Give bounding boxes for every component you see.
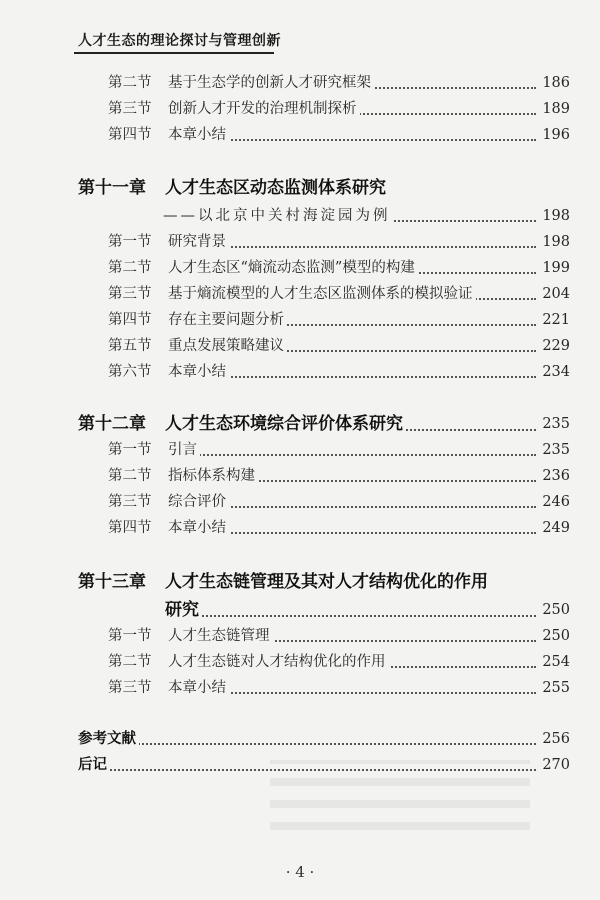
page-number: 255 <box>538 675 570 701</box>
folio-page-number: · 4 · <box>285 863 315 881</box>
section-title: 引言 <box>168 437 200 463</box>
back-matter-title: 参考文献 <box>78 726 139 752</box>
page-number: 199 <box>538 255 570 281</box>
toc-entry[interactable] <box>0 70 600 96</box>
toc-entry[interactable] <box>0 255 600 281</box>
chapter-heading[interactable] <box>0 567 600 597</box>
section-number: 第三节 <box>108 101 152 117</box>
section-number: 第三节 <box>108 494 152 510</box>
section-title: 创新人才开发的治理机制探析 <box>168 96 360 122</box>
chapter-subtitle: ——以北京中关村海淀园为例 <box>163 203 394 229</box>
section-number: 第五节 <box>108 338 152 354</box>
toc-entry[interactable] <box>0 229 600 255</box>
page-number: 256 <box>538 726 570 752</box>
page-number: 189 <box>538 96 570 122</box>
page-number: 204 <box>538 281 570 307</box>
section-title: 人才生态链管理 <box>168 623 273 649</box>
page-number: 198 <box>538 229 570 255</box>
chapter-title: 人才生态链管理及其对人才结构优化的作用 <box>165 567 491 597</box>
page-number: 186 <box>538 70 570 96</box>
section-number: 第一节 <box>108 234 152 250</box>
chapter-heading[interactable] <box>0 173 600 203</box>
section-number: 第二节 <box>108 260 152 276</box>
toc-entry[interactable] <box>0 649 600 675</box>
section-title: 基于熵流模型的人才生态区监测体系的模拟验证 <box>168 281 476 307</box>
toc-entry[interactable] <box>0 675 600 701</box>
page-number: 270 <box>538 752 570 778</box>
toc-entry[interactable] <box>0 437 600 463</box>
page-number: 249 <box>538 515 570 541</box>
section-title: 人才生态链对人才结构优化的作用 <box>168 649 389 675</box>
section-title: 本章小结 <box>168 359 229 385</box>
section-number: 第四节 <box>108 520 152 536</box>
section-number: 第四节 <box>108 312 152 328</box>
section-number: 第三节 <box>108 286 152 302</box>
chapter-number: 第十一章 <box>78 178 146 198</box>
toc-entry[interactable] <box>0 333 600 359</box>
toc-entry-references[interactable] <box>0 726 600 752</box>
dot-leader <box>168 454 536 456</box>
section-number: 第六节 <box>108 364 152 380</box>
chapter-title-continued: 研究 <box>165 595 202 625</box>
section-number: 第二节 <box>108 654 152 670</box>
toc-entry[interactable] <box>0 623 600 649</box>
chapter-number: 第十二章 <box>78 414 146 434</box>
dot-leader <box>165 615 536 617</box>
toc-entry[interactable] <box>0 489 600 515</box>
toc-entry[interactable] <box>0 122 600 148</box>
chapter-subtitle-entry[interactable] <box>0 203 600 229</box>
section-number: 第二节 <box>108 468 152 484</box>
back-matter-title: 后记 <box>78 752 110 778</box>
section-title: 人才生态区“熵流动态监测”模型的构建 <box>168 255 418 281</box>
dot-leader <box>78 769 536 771</box>
section-number: 第一节 <box>108 442 152 458</box>
section-number: 第一节 <box>108 628 152 644</box>
page-number: 234 <box>538 359 570 385</box>
section-title: 重点发展策略建议 <box>168 333 287 359</box>
page-number: 250 <box>538 623 570 649</box>
toc-entry[interactable] <box>0 281 600 307</box>
chapter-title: 人才生态区动态监测体系研究 <box>165 173 389 203</box>
toc-entry[interactable] <box>0 515 600 541</box>
page-number: 235 <box>538 409 570 439</box>
section-number: 第三节 <box>108 680 152 696</box>
section-title: 研究背景 <box>168 229 229 255</box>
toc-entry[interactable] <box>0 96 600 122</box>
toc-entry[interactable] <box>0 463 600 489</box>
section-title: 基于生态学的创新人才研究框架 <box>168 70 374 96</box>
section-title: 指标体系构建 <box>168 463 258 489</box>
section-title: 本章小结 <box>168 515 229 541</box>
page-number: 235 <box>538 437 570 463</box>
chapter-heading[interactable] <box>0 409 600 439</box>
toc-entry[interactable] <box>0 307 600 333</box>
page-number: 196 <box>538 122 570 148</box>
section-title: 本章小结 <box>168 122 229 148</box>
page-number: 229 <box>538 333 570 359</box>
toc-entry[interactable] <box>0 359 600 385</box>
section-title: 综合评价 <box>168 489 229 515</box>
page-number: 250 <box>538 595 570 625</box>
page-number: 221 <box>538 307 570 333</box>
chapter-number: 第十三章 <box>78 572 146 592</box>
section-number: 第二节 <box>108 75 152 91</box>
section-title: 存在主要问题分析 <box>168 307 287 333</box>
section-title: 本章小结 <box>168 675 229 701</box>
chapter-title: 人才生态环境综合评价体系研究 <box>165 409 406 439</box>
dot-leader <box>78 743 536 745</box>
chapter-heading-continued[interactable] <box>0 595 600 625</box>
header-rule <box>74 52 274 54</box>
page-number: 254 <box>538 649 570 675</box>
page-number: 236 <box>538 463 570 489</box>
page-number: 246 <box>538 489 570 515</box>
section-number: 第四节 <box>108 127 152 143</box>
page-number: 198 <box>538 203 570 229</box>
running-head: 人才生态的理论探讨与管理创新 <box>78 33 281 49</box>
